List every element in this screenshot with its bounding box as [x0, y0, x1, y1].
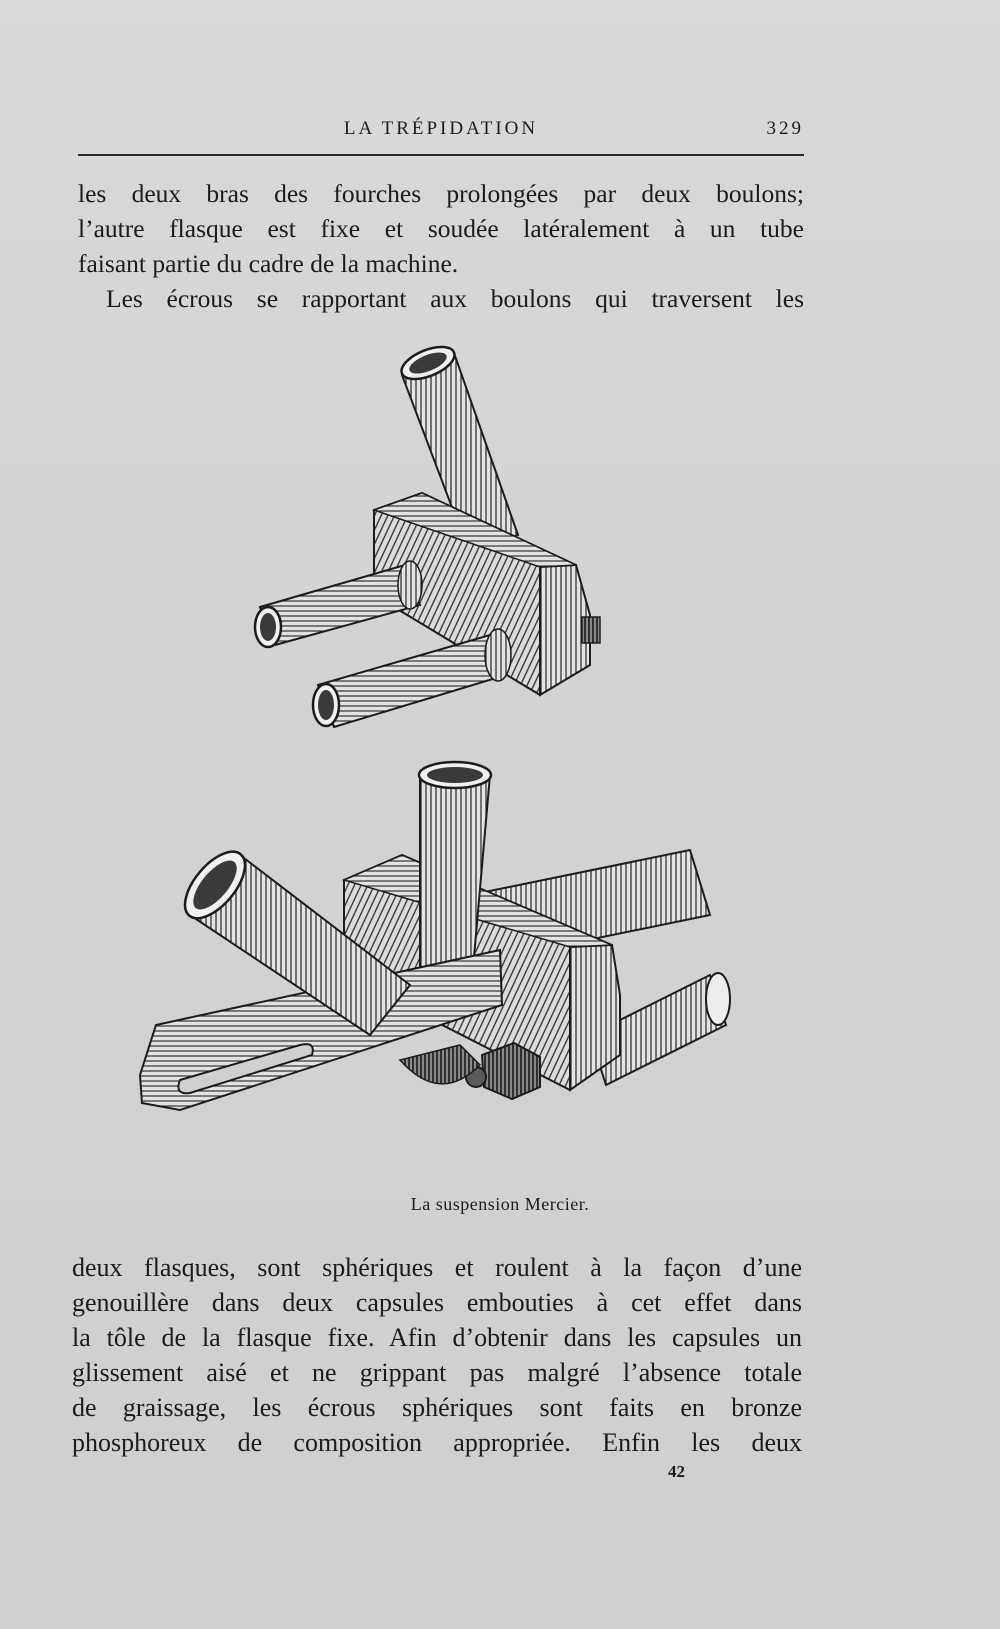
upper-assembly — [255, 340, 600, 727]
text-line: l’autre flasque est fixe et soudée latéralement à un tube — [78, 214, 804, 243]
text-line: genouillère dans deux capsules embouties à cet effet dans — [72, 1288, 802, 1317]
bottom-paragraph — [72, 1250, 802, 1460]
header-rule — [78, 154, 804, 156]
figure-caption: La suspension Mercier. — [410, 1194, 590, 1214]
text-line: de graissage, les écrous sphériques sont faits en bronze — [72, 1393, 802, 1422]
suspension-illustration — [120, 335, 800, 1195]
text-line: les deux bras des fourches prolongées par deux boulons; — [78, 179, 804, 208]
text-line: faisant partie du cadre de la machine. — [78, 249, 459, 278]
page-number: 329 — [766, 118, 804, 139]
page-header — [78, 118, 804, 144]
engraving-figure — [120, 335, 800, 1195]
lower-assembly — [140, 762, 730, 1110]
text-line: Les écrous se rapportant aux boulons qui traversent les — [106, 284, 804, 313]
signature-mark: 42 — [668, 1462, 685, 1481]
text-line: phosphoreux de composition appropriée. Enfin les deux — [72, 1428, 802, 1457]
running-title: LA TRÉPIDATION — [343, 118, 539, 139]
text-line: deux flasques, sont sphériques et roulent à la façon d’une — [72, 1253, 802, 1282]
top-paragraph — [78, 176, 804, 316]
text-line: glissement aisé et ne grippant pas malgré l’absence totale — [72, 1358, 802, 1387]
text-line: la tôle de la flasque fixe. Afin d’obtenir dans les capsules un — [72, 1323, 802, 1352]
